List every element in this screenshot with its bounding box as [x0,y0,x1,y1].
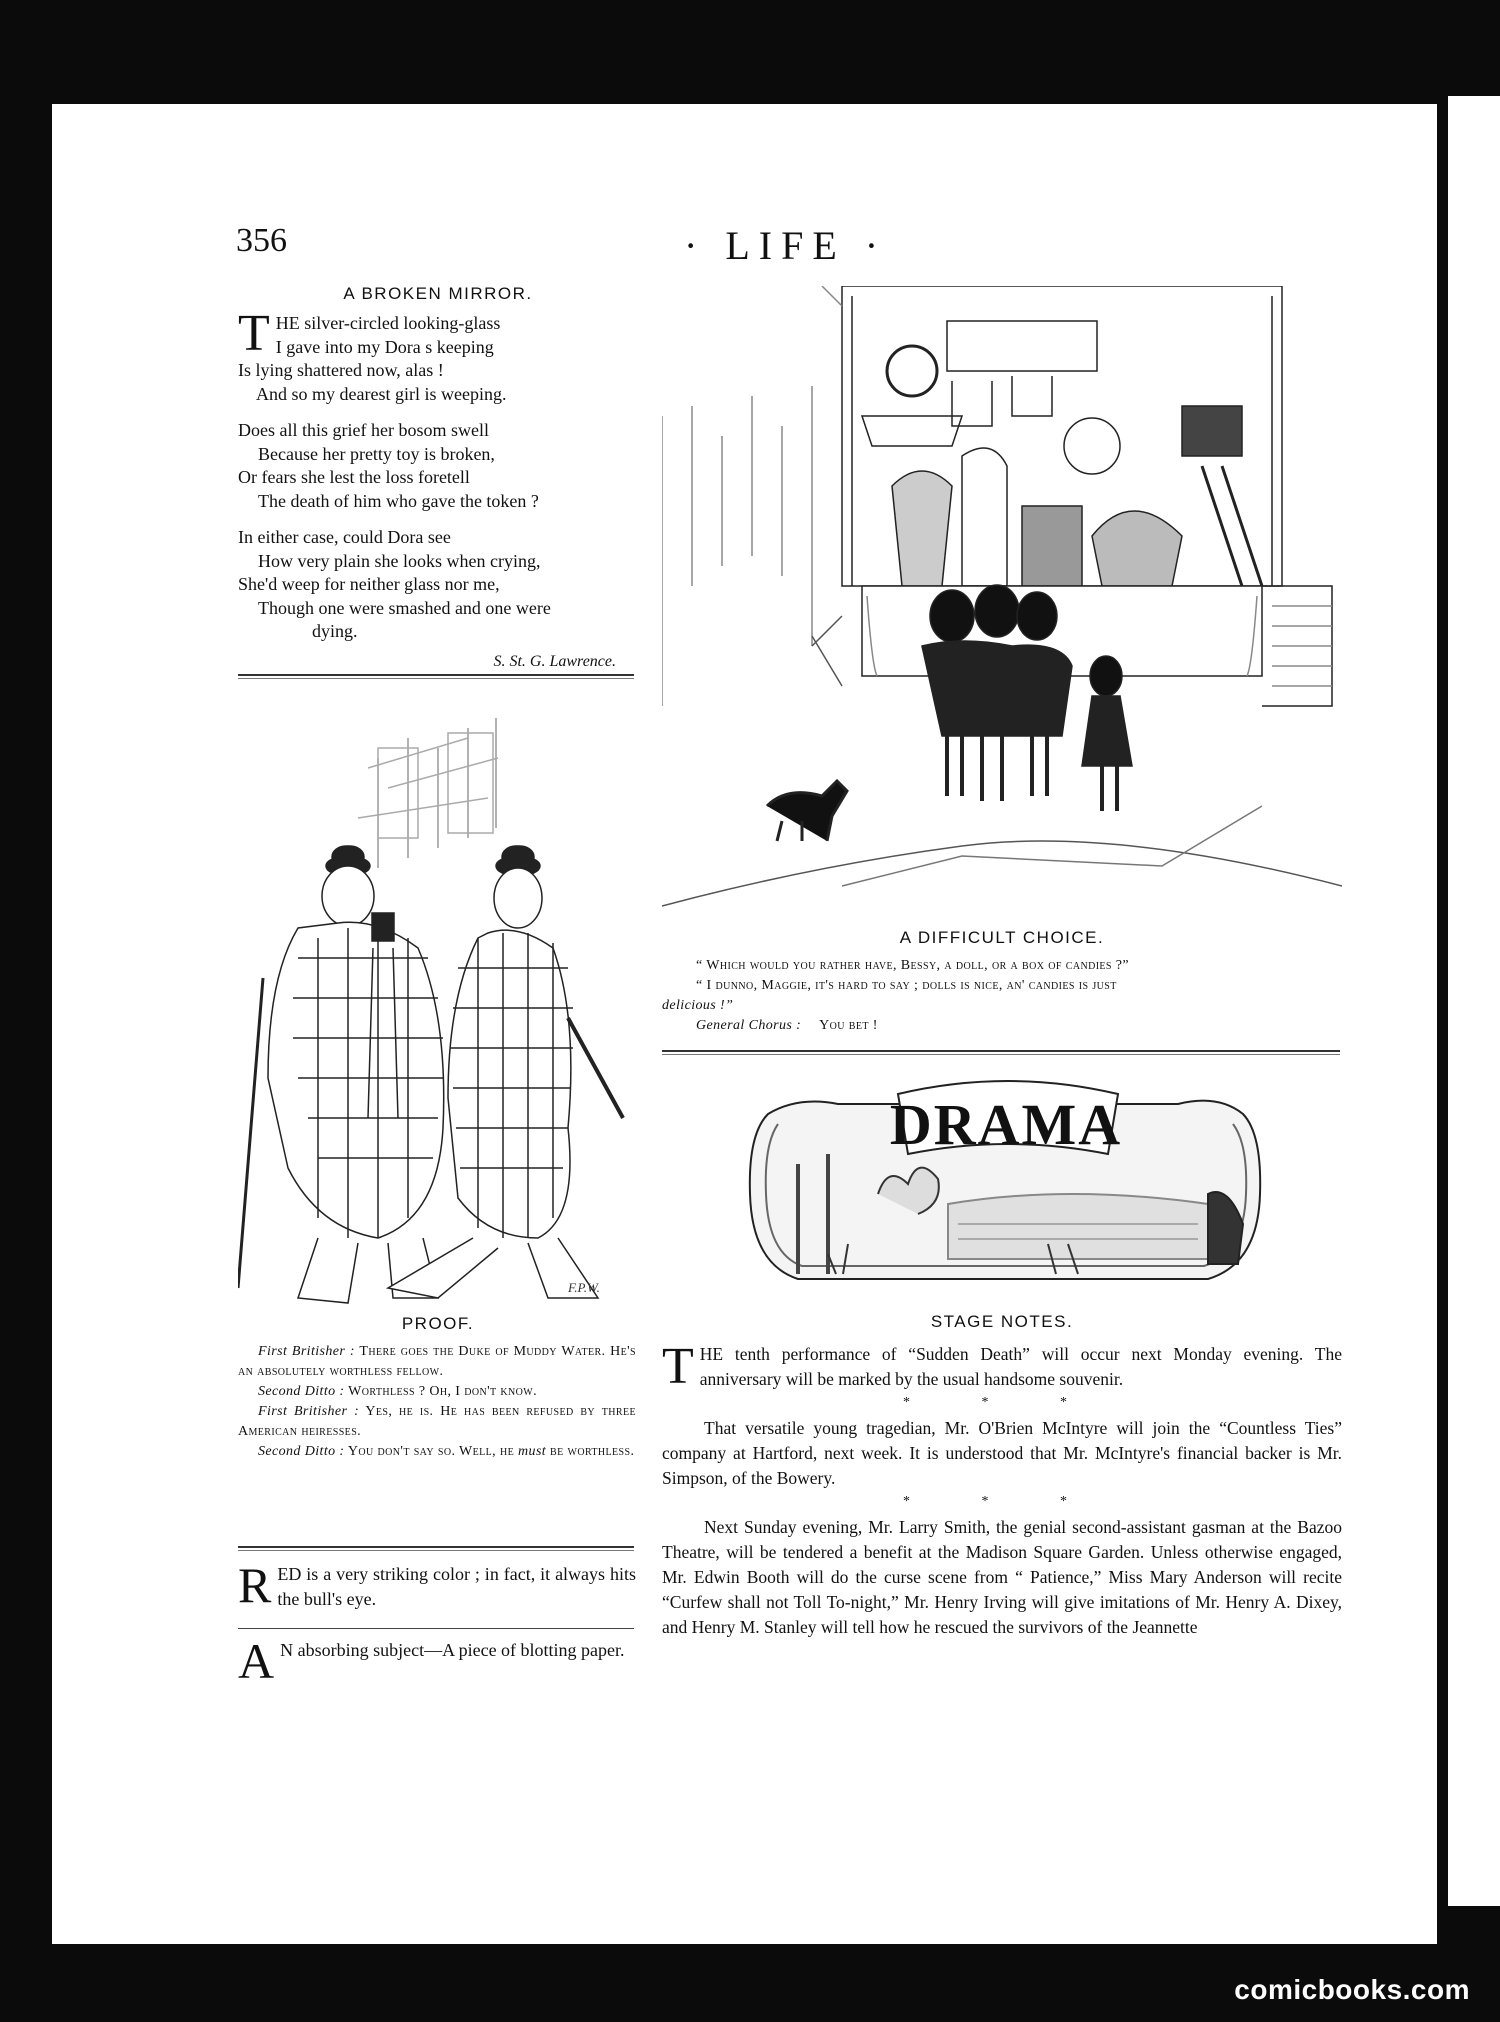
section-separator: * * * [903,1494,1101,1509]
joke-blotting [238,1633,636,1689]
poem-line: The death of him who gave the token ? [258,490,539,511]
poem-line: Though one were smashed and one were [258,597,551,618]
drop-cap: R [238,1557,272,1613]
divider [238,674,634,679]
proof-artist-signature: F.P.W. [568,1280,600,1295]
joke-red [238,1557,636,1613]
poem-title: A BROKEN MIRROR. [343,284,533,303]
paragraph: T HE tenth performance of “Sudden Death” will occur next Monday evening. The anniversary will be marked by the usual handsome souvenir. [662,1338,1342,1395]
caption-line: Second Ditto : You don't say so. Well, he must be worthless. [258,1444,635,1459]
caption-line: Second Ditto : Worthless ? Oh, I don't know. [258,1384,538,1399]
paragraph: That versatile young tragedian, Mr. O'Brien McIntyre will join the “Countless Ties” company at Hartford, next week. It is understood that Mr. McIntyre's financial backer is Mr. Simpson, of the Bowery. [662,1418,1342,1488]
masthead: · LIFE · [684,223,888,268]
poem-stanza [238,419,638,513]
poem-line: Because her pretty toy is broken, [258,443,495,464]
drop-cap: A [238,1633,275,1689]
facing-page-edge [1448,96,1500,1906]
poem-line: How very plain she looks when crying, [258,550,541,571]
joke-text: N absorbing subject—A piece of blotting paper. [280,1640,625,1660]
proof-caption [238,1342,636,1462]
poem-line: And so my dearest girl is weeping. [256,383,507,404]
drama-banner-text: DRAMA [889,1092,1123,1157]
difficult-choice-illustration [662,286,1342,918]
joke-text: ED is a very striking color ; in fact, it always hits the bull's eye. [277,1564,636,1609]
section-separator: * * * [903,1395,1101,1410]
poem-line: She'd weep for neither glass nor me, [238,574,500,594]
stage-notes-body [662,1338,1342,1640]
drama-banner-illustration [738,1074,1274,1296]
poem-line: Or fears she lest the loss foretell [238,467,470,487]
poem-stanza [238,526,638,644]
poem-line: In either case, could Dora see [238,527,451,547]
poem-line: I gave into my Dora s keeping [275,336,494,357]
drop-cap: T [662,1338,694,1395]
proof-title: PROOF. [401,1314,475,1333]
paragraph: Next Sunday evening, Mr. Larry Smith, the genial second-assistant gasman at the Bazoo Theatre, will be tendered a benefit at the Madison Square Garden. Unless otherwise engaged, Mr. Edwin Booth will do the curse scene from “ Patience,” Miss Mary Anderson will recite “Curfew shall not Toll To-night,” Mr. Henry Irving will give imitations of Mr. Henry A. Dixey, and Henry M. Stanley will tell how he rescued the survivors of the Jeannette [662,1517,1342,1637]
stage-notes-title: STAGE NOTES. [930,1312,1074,1331]
caption-line: “ Which would you rather have, Bessy, a doll, or a box of candies ?” [696,958,1130,973]
poem-line: Is lying shattered now, alas ! [238,360,444,380]
difficult-choice-caption [662,956,1342,1036]
page-number: 356 [236,222,287,259]
caption-line: First Britisher : There goes the Duke of Muddy Water. He's an absolutely worthless fellow. [238,1344,636,1379]
caption-line: First Britisher : Yes, he is. He has been refused by three American heiresses. [238,1404,636,1439]
poem-stanza [238,305,638,406]
drop-cap: T [238,305,270,362]
proof-cartoon-illustration [238,698,638,1308]
poem-line: HE silver-circled looking-glass [275,313,501,333]
divider [662,1050,1340,1055]
caption-line: General Chorus : You bet ! [696,1018,878,1033]
divider [238,1628,634,1631]
poem-line: dying. [312,621,358,641]
divider [238,1546,634,1551]
poem-line: Does all this grief her bosom swell [238,420,489,440]
poem-signature: S. St. G. Lawrence. [493,652,616,670]
poem-body [238,305,638,673]
difficult-choice-title: A DIFFICULT CHOICE. [899,928,1105,947]
watermark: comicbooks.com [1234,1974,1470,2005]
caption-line: “ I dunno, Maggie, it's hard to say ; dolls is nice, an' candies is just [696,978,1117,993]
caption-line: delicious !” [662,998,734,1013]
